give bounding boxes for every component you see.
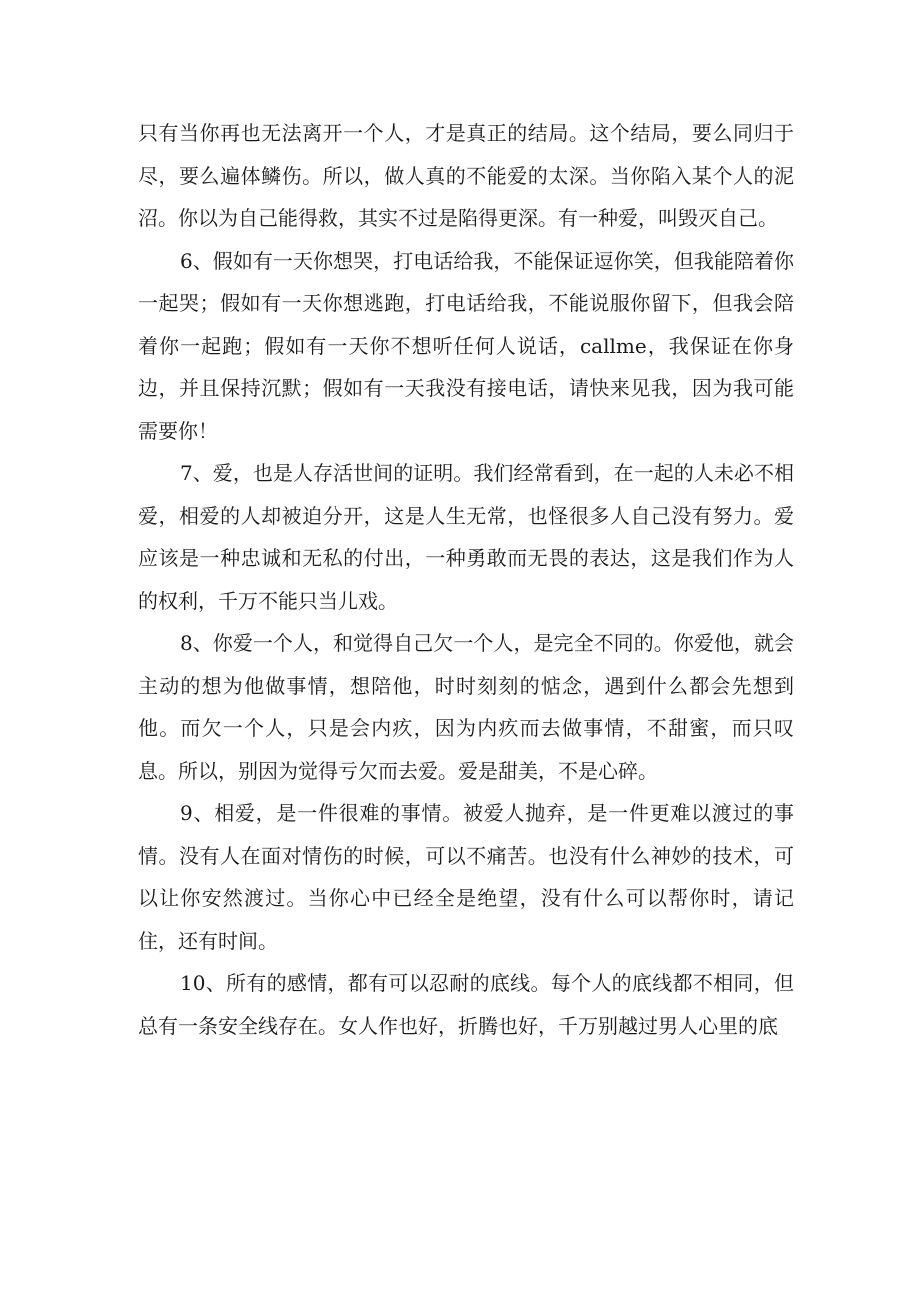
paragraph-item-8: 8、你爱一个人，和觉得自己欠一个人，是完全不同的。你爱他，就会主动的想为他做事情，想陪他，时时刻刻的惦念，遇到什么都会先想到他。而欠一个人，只是会内疚，因为内疚而去做事情，不甜蜜，而只叹息。所以，别因为觉得亏欠而去爱。爱是甜美，不是心碎。 [138,631,794,783]
paragraph-item-6: 6、假如有一天你想哭，打电话给我，不能保证逗你笑，但我能陪着你一起哭；假如有一天你想逃跑，打电话给我，不能说服你留下，但我会陪着你一起跑；假如有一天你不想听任何人说话，callme，我保证在你身边，并且保持沉默；假如有一天我没有接电话，请快来见我，因为我可能需要你！ [138,248,794,443]
paragraph-continuation: 只有当你再也无法离开一个人，才是真正的结局。这个结局，要么同归于尽，要么遍体鳞伤。所以，做人真的不能爱的太深。当你陷入某个人的泥沼。你以为自己能得救，其实不过是陷得更深。有一种爱，叫毁灭自己。 [138,121,794,230]
document-body [138,112,794,1047]
paragraph-item-10: 10、所有的感情，都有可以忍耐的底线。每个人的底线都不相同，但总有一条安全线存在。女人作也好，折腾也好，千万别越过男人心里的底 [138,971,794,1038]
paragraph-item-9: 9、相爱，是一件很难的事情。被爱人抛弃，是一件更难以渡过的事情。没有人在面对情伤的时候，可以不痛苦。也没有什么神妙的技术，可以让你安然渡过。当你心中已经全是绝望，没有什么可以帮你时，请记住，还有时间。 [138,801,794,953]
paragraph-item-7: 7、爱，也是人存活世间的证明。我们经常看到，在一起的人未必不相爱，相爱的人却被迫分开，这是人生无常，也怪很多人自己没有努力。爱应该是一种忠诚和无私的付出，一种勇敢而无畏的表达，这是我们作为人的权利，千万不能只当儿戏。 [138,461,794,613]
